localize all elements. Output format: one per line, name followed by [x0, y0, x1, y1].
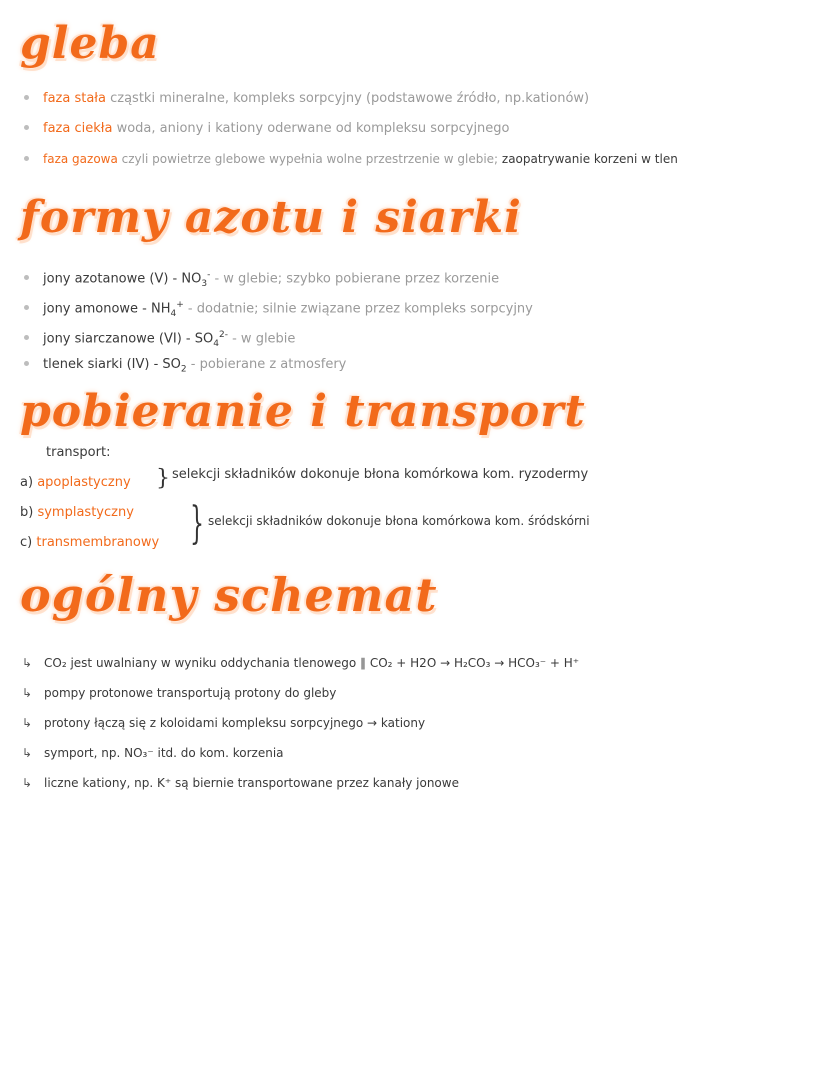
term: faza gazowa — [43, 152, 118, 166]
list-item — [22, 654, 579, 672]
term: faza stała — [43, 91, 106, 106]
heading-gleba: gleba — [20, 18, 160, 69]
item-name: symplastyczny — [37, 505, 134, 520]
list-item — [22, 684, 336, 702]
arrow-icon: ↳ — [22, 746, 33, 760]
item-letter: c) — [20, 535, 33, 550]
item-letter: a) — [20, 475, 34, 490]
heading-formy-azotu: formy azotu i siarki — [20, 192, 522, 243]
item-letter: b) — [20, 505, 34, 520]
subscript: 2 — [180, 364, 187, 375]
description: selekcji składników dokonuje błona komórkowa kom. ryzodermy — [172, 467, 589, 482]
arrow-icon: ↳ — [22, 686, 33, 700]
arrow-icon: ↳ — [22, 776, 33, 790]
description: - w glebie; szybko pobierane przez korzenie — [214, 271, 500, 287]
list-item — [24, 120, 510, 138]
step-text: protony łączą się z koloidami kompleksu sorpcyjnego → kationy — [44, 716, 426, 730]
subscript: 4 — [170, 308, 177, 319]
bullet-icon — [24, 125, 29, 130]
description: - dodatnie; silnie związane przez kompleks sorpcyjny — [187, 301, 533, 317]
transport-item-b — [20, 504, 134, 522]
bullet-icon — [24, 335, 29, 340]
bullet-icon — [24, 95, 29, 100]
brace-icon: } — [190, 498, 204, 549]
list-item — [24, 296, 533, 323]
ion-name: jony amonowe - NH — [43, 301, 171, 317]
transport-item-c — [20, 534, 159, 552]
arrow-icon: ↳ — [22, 656, 33, 670]
subscript: 4 — [213, 338, 219, 349]
list-item — [22, 774, 459, 792]
step-text: liczne kationy, np. K⁺ są biernie transportowane przez kanały jonowe — [44, 776, 459, 790]
list-item — [24, 266, 499, 293]
list-item — [22, 714, 425, 732]
ion-name: tlenek siarki (IV) - SO — [43, 357, 181, 372]
ion-name: jony siarczanowe (VI) - SO — [43, 331, 214, 347]
bullet-icon — [24, 361, 29, 366]
heading-schemat: ogólny schemat — [20, 568, 438, 622]
description: - pobierane z atmosfery — [190, 357, 347, 372]
superscript: + — [176, 300, 184, 310]
description: czyli powietrze glebowe wypełnia wolne przestrzenie w glebie; — [121, 152, 499, 166]
heading-pobieranie: pobieranie i transport — [20, 386, 586, 437]
list-item — [24, 150, 678, 168]
step-text: symport, np. NO₃⁻ itd. do kom. korzenia — [44, 746, 284, 760]
subscript: 3 — [201, 278, 208, 289]
term: faza ciekła — [43, 121, 113, 136]
list-item — [24, 356, 346, 379]
ion-name: jony azotanowe (V) - NO — [43, 271, 202, 287]
brace-icon: } — [156, 466, 170, 491]
superscript: - — [207, 270, 211, 280]
description: selekcji składników dokonuje błona komórkowa kom. śródskórni — [208, 514, 590, 528]
transport-item-a — [20, 474, 131, 492]
superscript: 2- — [218, 330, 228, 340]
bullet-icon — [24, 275, 29, 280]
description: woda, aniony i kationy oderwane od kompleksu sorpcyjnego — [116, 121, 510, 136]
step-text: pompy protonowe transportują protony do gleby — [44, 686, 337, 700]
description: - w glebie — [232, 331, 296, 347]
arrow-icon: ↳ — [22, 716, 33, 730]
list-item — [22, 744, 284, 762]
bullet-icon — [24, 305, 29, 310]
description: cząstki mineralne, kompleks sorpcyjny (podstawowe źródło, np.kationów) — [110, 91, 590, 106]
item-name: apoplastyczny — [37, 475, 131, 490]
description-dark: zaopatrywanie korzeni w tlen — [501, 152, 678, 166]
transport-label: transport: — [46, 445, 111, 460]
bullet-icon — [24, 156, 29, 161]
list-item — [24, 326, 295, 353]
item-name: transmembranowy — [36, 535, 160, 550]
list-item — [24, 90, 589, 108]
step-text: CO₂ jest uwalniany w wyniku oddychania tlenowego ∥ CO₂ + H2O → H₂CO₃ → HCO₃⁻ + H⁺ — [44, 656, 580, 670]
